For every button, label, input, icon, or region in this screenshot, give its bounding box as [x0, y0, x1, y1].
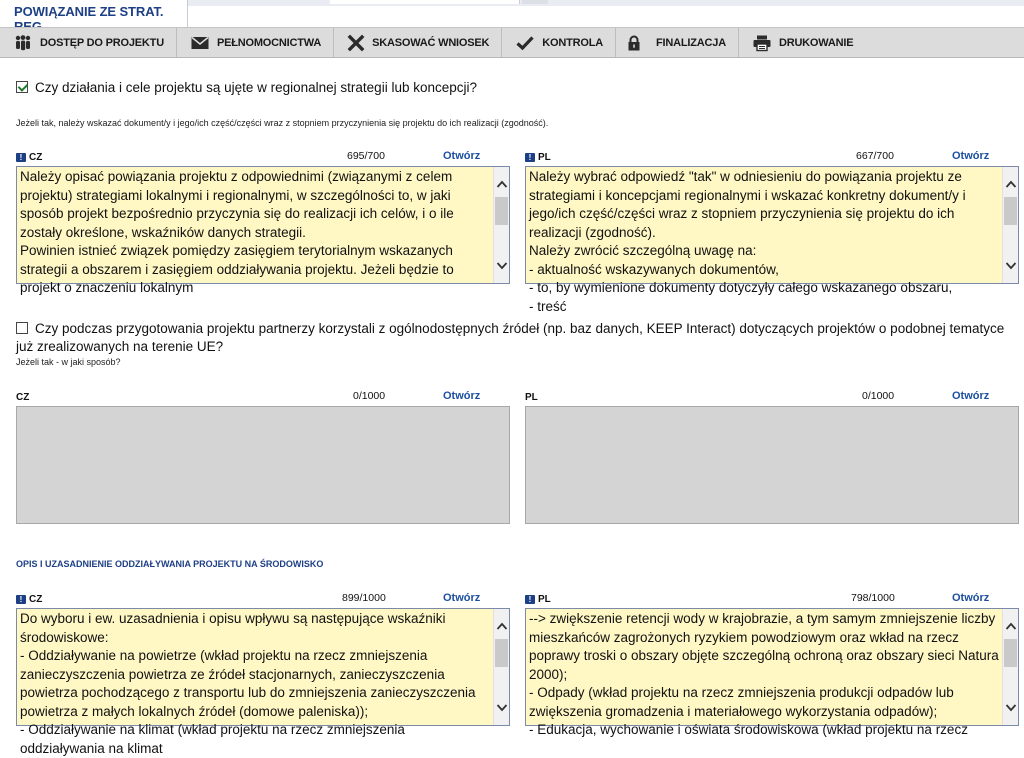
scrollbar[interactable]: [493, 167, 509, 283]
char-counter: 695/700: [347, 150, 385, 162]
control-button[interactable]: [502, 28, 616, 57]
sources-checkbox[interactable]: [16, 322, 28, 334]
chevron-up-icon[interactable]: [496, 179, 508, 189]
lang-label: PL: [525, 392, 538, 403]
environment-cz-textarea[interactable]: [16, 608, 510, 756]
people-icon: [14, 35, 32, 51]
sources-pl-textarea[interactable]: [525, 406, 1019, 524]
sources-pl-header: [525, 390, 1019, 404]
scrollbar-thumb[interactable]: [1004, 197, 1017, 225]
project-access-button[interactable]: [0, 28, 177, 57]
scrollbar-thumb[interactable]: [1004, 639, 1017, 667]
open-editor-link[interactable]: Otwórz: [443, 592, 481, 604]
tab-placeholder[interactable]: [330, 0, 520, 4]
action-toolbar: [0, 27, 1024, 58]
environment-section-title: OPIS I UZASADNIENIE ODDZIAŁYWANIA PROJEKTU NA ŚRODOWISKO: [16, 559, 324, 569]
check-icon: [516, 36, 534, 50]
lang-label: ! PL: [525, 594, 551, 605]
sources-cz-header: [16, 390, 510, 404]
lock-icon: [626, 35, 642, 51]
printer-icon: [753, 35, 771, 51]
scrollbar[interactable]: [1002, 167, 1018, 283]
strategy-question: [16, 80, 477, 95]
finalization-button[interactable]: [616, 28, 739, 57]
tab-placeholder[interactable]: [522, 0, 548, 4]
power-of-attorney-button[interactable]: [177, 28, 334, 57]
scrollbar-thumb[interactable]: [495, 639, 508, 667]
power-of-attorney-label: PEŁNOMOCNICTWA: [216, 36, 322, 49]
textarea-content: Do wyboru i ew. uzasadnienia i opisu wpływu są następujące wskaźniki środowiskowe: - Oddziaływanie na powietrze (wkład projektu na rzecz zmniejszenia zanieczyszczenia powietrza ze źródeł stacjonarnych, zanieczyszczenia powietrza pochodzącego z transportu lub do zmniejszenia zanieczyszczenia powietrza z małych lokalnych źródeł (domowe paleniska)); - Oddziaływanie na klimat (wkład projektu na rzecz zmniejszenia oddziaływania na klimat: [20, 611, 476, 756]
scrollbar-thumb[interactable]: [495, 197, 508, 225]
char-counter: 0/1000: [862, 390, 895, 402]
char-counter: 667/700: [856, 150, 894, 162]
required-icon: !: [525, 595, 535, 604]
open-editor-link[interactable]: Otwórz: [952, 150, 990, 162]
char-counter: 0/1000: [353, 390, 386, 402]
textarea-content: Należy wybrać odpowiedź "tak" w odniesieniu do powiązania projektu ze strategiami i koncepcjami regionalnymi i wskazać konkretny dokument/y i jego/ich część/części wraz z stopniem przyczynienia się projektu do ich realizacji (zgodność). Należy zwrócić szczególną uwagę na: - aktualność wskazywanych dokumentów, - to, by wymienione dokumenty dotyczyły całego wskazanego obszaru, - treść: [529, 169, 966, 314]
strategy-pl-header: [525, 150, 1019, 164]
chevron-up-icon[interactable]: [1005, 179, 1017, 189]
control-label: KONTROLA: [542, 36, 604, 49]
open-editor-link[interactable]: Otwórz: [443, 390, 481, 402]
lang-label: CZ: [16, 392, 30, 403]
required-icon: !: [16, 595, 26, 604]
environment-pl-header: [525, 592, 1019, 606]
sources-hint: Jeżeli tak - w jaki sposób?: [16, 357, 121, 367]
scrollbar[interactable]: [493, 609, 509, 725]
envelope-icon: [191, 36, 209, 50]
environment-cz-header: [16, 592, 510, 606]
strategy-question-label: Czy działania i cele projektu są ujęte w regionalnej strategii lub koncepcji?: [35, 80, 477, 95]
strategy-cz-header: [16, 150, 510, 164]
chevron-up-icon[interactable]: [496, 621, 508, 631]
delete-application-label: SKASOWAĆ WNIOSEK: [372, 36, 490, 49]
required-icon: !: [525, 153, 535, 162]
chevron-down-icon[interactable]: [1005, 703, 1017, 713]
lang-label: ! PL: [525, 152, 551, 163]
strategy-hint: Jeżeli tak, należy wskazać dokument/y i jego/ich część/części wraz z stopniem przyczynienia się projektu do ich realizacji (zgodność).: [16, 118, 549, 128]
chevron-up-icon[interactable]: [1005, 621, 1017, 631]
environment-pl-textarea[interactable]: [525, 608, 1019, 737]
x-icon: [348, 35, 364, 51]
project-access-label: DOSTĘP DO PROJEKTU: [40, 36, 164, 49]
required-icon: !: [16, 153, 26, 162]
strategy-cz-textarea[interactable]: [16, 166, 510, 295]
textarea-content: --> zwiększenie retencji wody w krajobrazie, a tym samym zmniejszenie liczby mieszkańców zagrożonych ryzykiem powodziowym oraz wkład na rzecz poprawy troski o obszary objęte szczególną ochroną oraz obszary sieci Natura 2000); - Odpady (wkład projektu na rzecz zmniejszenia produkcji odpadów lub zwiększenia gromadzenia i materiałowego wykorzystania odpadów); - Edukacja, wychowanie i oświata środowiskowa (wkład projektu na rzecz: [529, 611, 999, 737]
chevron-down-icon[interactable]: [496, 261, 508, 271]
print-button[interactable]: [739, 28, 865, 57]
open-editor-link[interactable]: Otwórz: [443, 150, 481, 162]
finalization-label: FINALIZACJA: [656, 36, 726, 49]
lang-label: ! CZ: [16, 152, 42, 163]
tab-strategy-link[interactable]: POWIĄZANIE ZE STRAT.: [0, 0, 188, 27]
textarea-content: Należy opisać powiązania projektu z odpowiednimi (związanymi z celem projektu) strategiami lokalnymi i regionalnymi, w szczególności to, w jaki sposób projekt bezpośrednio przyczynia się do realizacji ich celów, i o ile zostały określone, wskaźników danych strategii. Powinien istnieć związek pomiędzy zasięgiem terytorialnym wskazanych strategii a obszarem i zasięgiem oddziaływania projektu. Jeżeli będzie to projekt o znaczeniu lokalnym: [20, 169, 454, 295]
tab-strip-background: [188, 0, 1024, 6]
scrollbar[interactable]: [1002, 609, 1018, 725]
sources-cz-textarea[interactable]: [16, 406, 510, 524]
tab-strip: [0, 0, 1024, 27]
char-counter: 899/1000: [342, 592, 386, 604]
sources-question: [16, 320, 1024, 356]
open-editor-link[interactable]: Otwórz: [952, 390, 990, 402]
strategy-pl-textarea[interactable]: [525, 166, 1019, 314]
print-label: DRUKOWANIE: [778, 36, 854, 49]
delete-application-button[interactable]: [334, 28, 502, 57]
chevron-down-icon[interactable]: [1005, 261, 1017, 271]
open-editor-link[interactable]: Otwórz: [952, 592, 990, 604]
lang-label: ! CZ: [16, 594, 42, 605]
sources-question-label: Czy podczas przygotowania projektu partnerzy korzystali z ogólnodostępnych źródeł (np. baz danych, KEEP Interact) dotyczących projektów o podobnej tematyce już zrealizowanych na terenie UE?: [16, 321, 1005, 354]
chevron-down-icon[interactable]: [496, 703, 508, 713]
char-counter: 798/1000: [851, 592, 895, 604]
strategy-checkbox[interactable]: [16, 81, 28, 93]
